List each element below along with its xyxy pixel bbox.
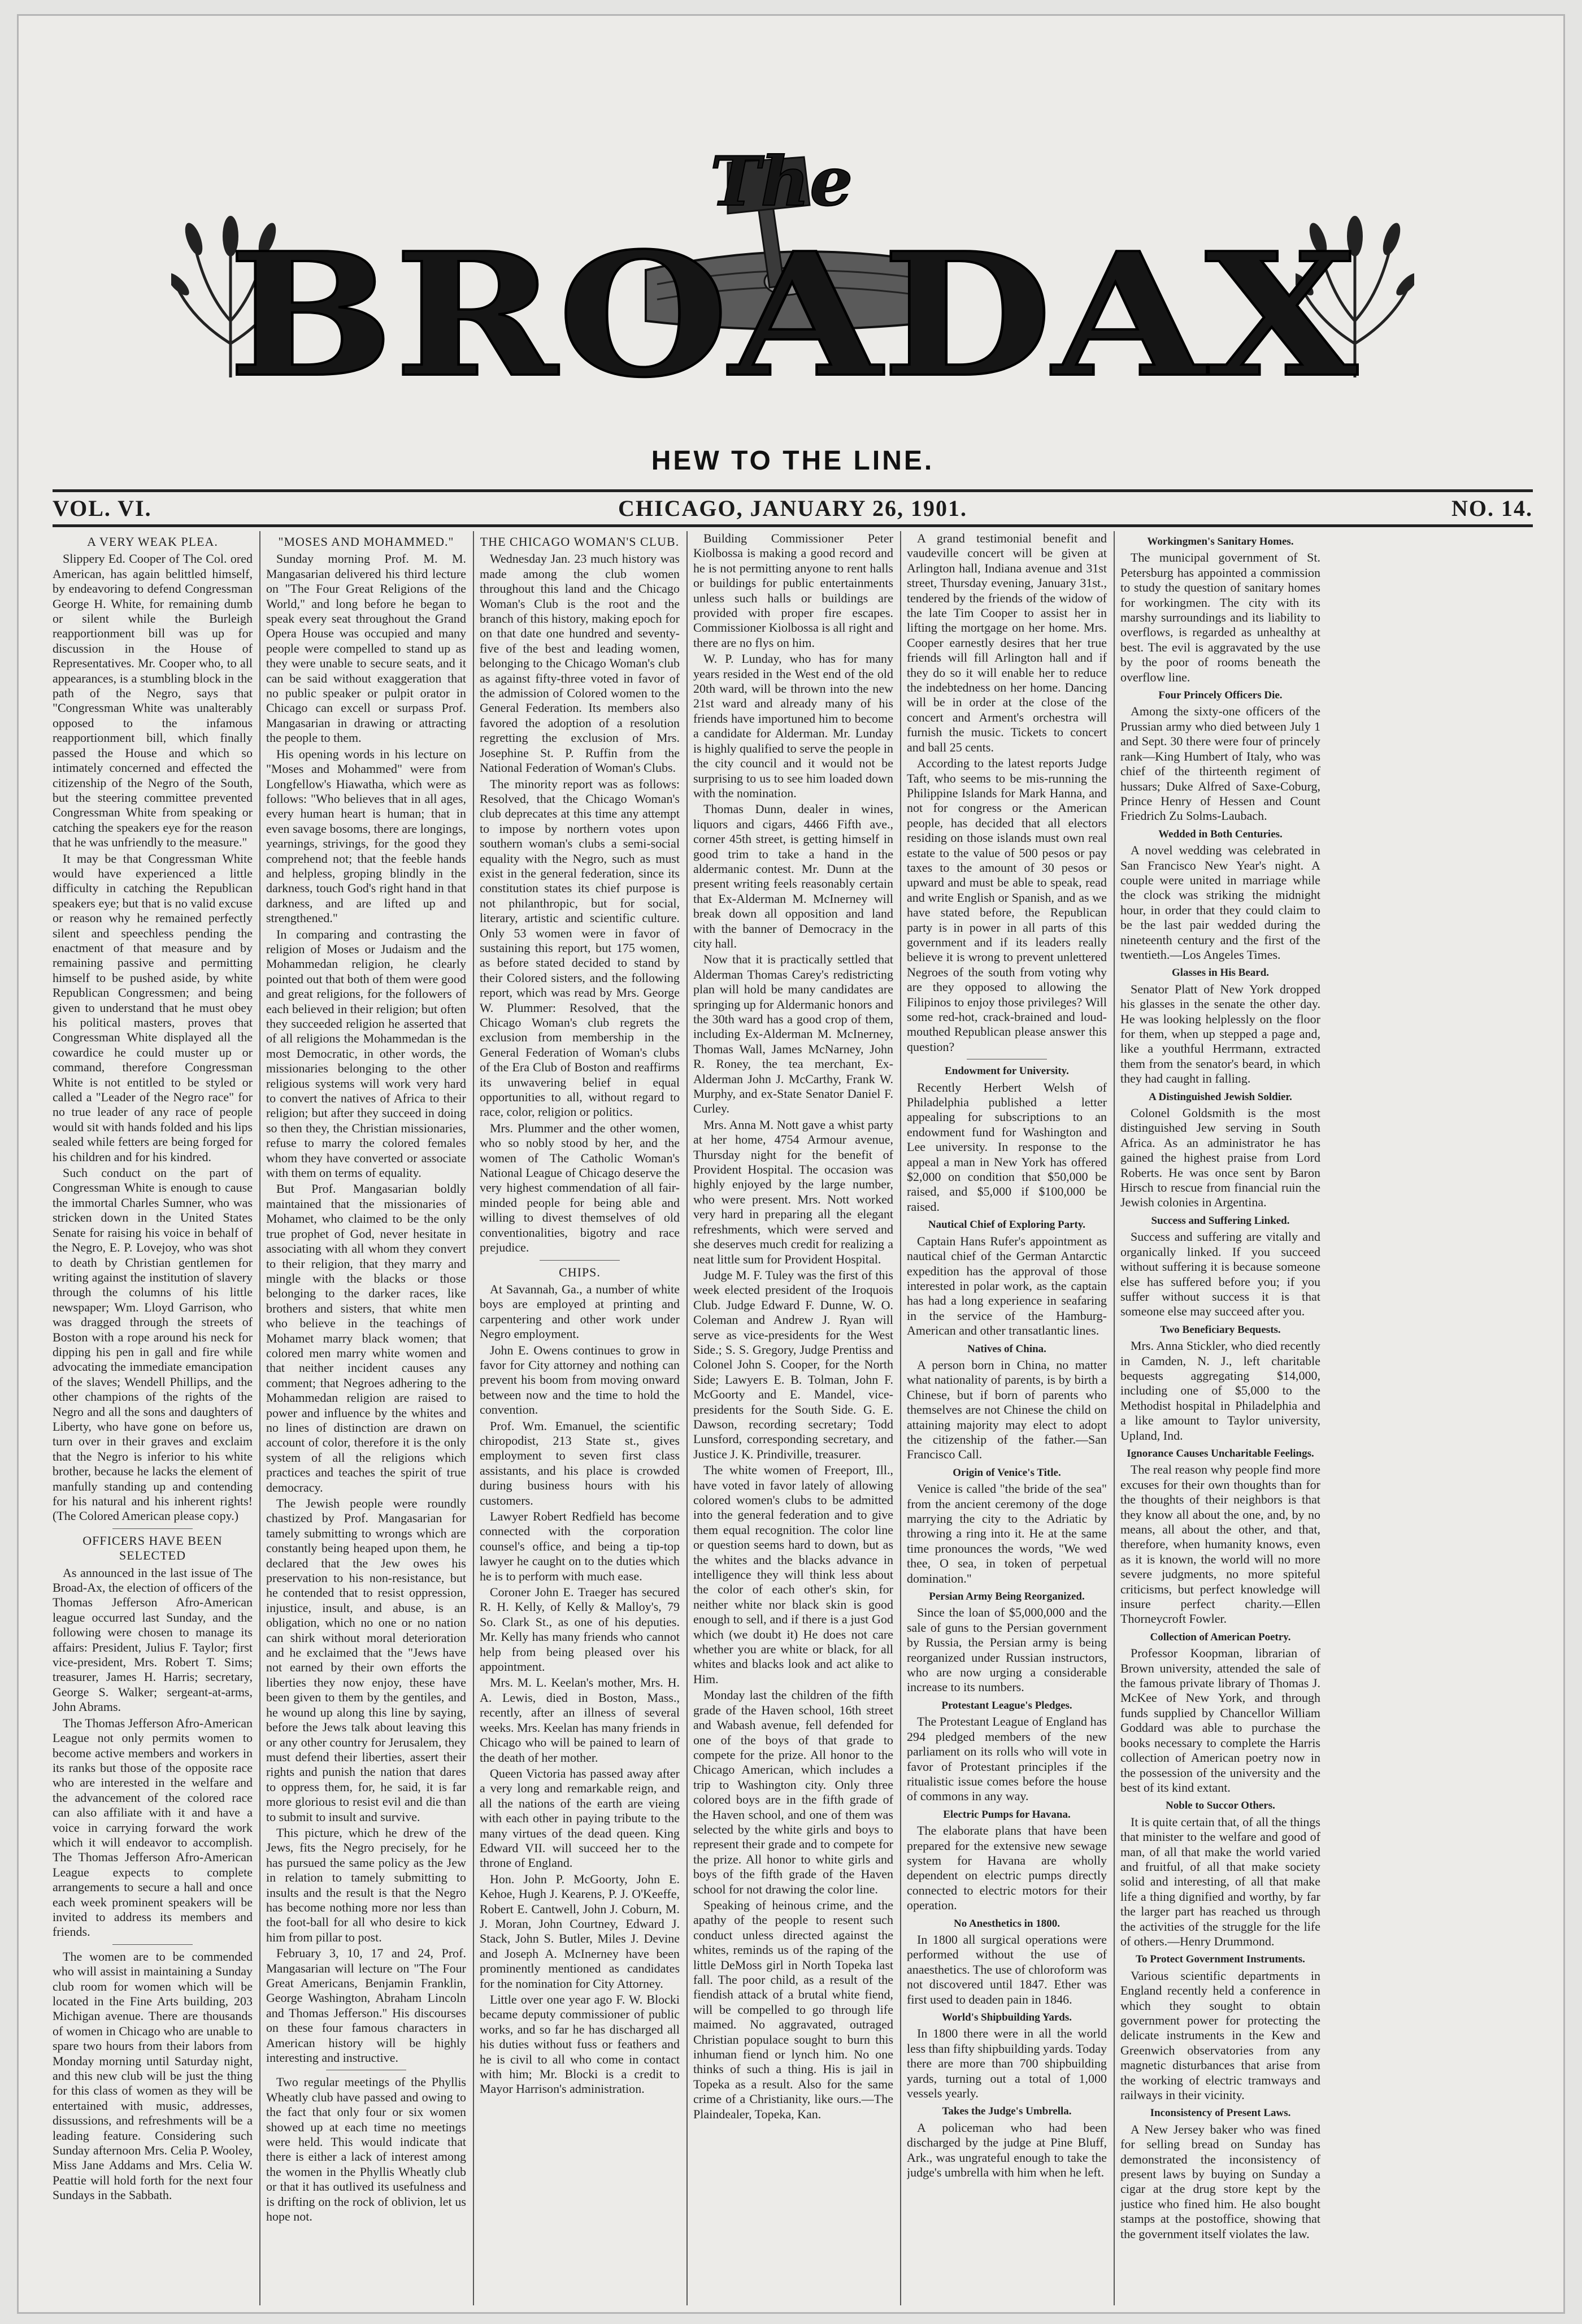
article-paragraph: John E. Owens continues to grow in favor for City attorney and nothing can prevent his boom from moving onward between now and the time to hold the convention. xyxy=(480,1343,680,1417)
column-3 xyxy=(480,531,680,2305)
article-paragraph: It is quite certain that, of all the things that minister to the welfare and good of man, of all that make the world varied and fruitful, of all that make society solid and interesting, of all that make life a thing dignified and worthy, by far the larger part has reached us through the activities of the struggle for the life of others.—Henry Drummond. xyxy=(1120,1814,1320,1948)
newspaper-page xyxy=(17,14,1565,2314)
article-paragraph: Little over one year ago F. W. Blocki became deputy commissioner of public works, and so far he has discharged all his duties without fuss or feathers and he is civil to all who come in contact with him; Mr. Blocki is a credit to Mayor Harrison's administration. xyxy=(480,1992,680,2096)
article-subheading: Success and Suffering Linked. xyxy=(1151,1214,1290,1227)
article-subheading: A Distinguished Jewish Soldier. xyxy=(1149,1091,1292,1103)
article-paragraph: A person born in China, no matter what nationality of parents, is by birth a Chinese, but if born of parents who themselves are not Chinese the child on attaining majority may elect to adopt the citizenship of the father.—San Francisco Call. xyxy=(907,1357,1107,1462)
article-subheading: Persian Army Being Reorganized. xyxy=(929,1591,1085,1603)
column-1 xyxy=(53,531,253,2305)
article-paragraph: Mrs. M. L. Keelan's mother, Mrs. H. A. Lewis, died in Boston, Mass., recently, after an illness of several weeks. Mrs. Keelan has many friends in Chicago who will be pained to learn of the death of her mother. xyxy=(480,1675,680,1765)
article-paragraph: Sunday morning Prof. M. M. Mangasarian delivered his third lecture on "The Four Great Religions of the World," and long before he began to speak every seat throughout the Grand Opera House was occupied and many people were compelled to stand up as they were unable to secure seats, and it can be said without exaggeration that no public speaker or pulpit orator in Chicago can excell or surpass Prof. Mangasarian in drawing or attracting the people to them. xyxy=(266,551,466,745)
article-paragraph: The real reason why people find more excuses for their own thoughts than for the thoughts of their neighbors is that they know all about the one, and, by no means, all about the other, and that, therefore, when humanity knows, even as it is known, the world will no more severe judgments, no more spiteful criticisms, but perfect knowledge will insure perfect charity.—Ellen Thorneycroft Fowler. xyxy=(1120,1462,1320,1626)
article-paragraph: The Thomas Jefferson Afro-American League not only permits women to become active members and workers in its ranks but those of the opposite race who are interested in the welfare and the advancement of the colored race can also affiliate with it and have a voice in carrying forward the work which it will endeavor to accomplish. The Thomas Jefferson Afro-American League expects to complete arrangements to secure a hall and once each week prominent speakers will be invited to address its members and friends. xyxy=(53,1715,253,1939)
article-paragraph: W. P. Lunday, who has for many years resided in the West end of the old 20th ward, will be thrown into the new 21st ward and already many of his friends have importuned him to become a candidate for Alderman. Mr. Lunday is highly qualified to serve the people in the city council and it would not be surprising to us to see him loaded down with the nomination. xyxy=(693,651,893,800)
column-divider xyxy=(900,531,901,2305)
article-heading: OFFICERS HAVE BEEN SELECTED xyxy=(82,1533,223,1563)
article-paragraph: Among the sixty-one officers of the Prussian army who died between July 1 and Sept. 30 there were four of princely rank—King Humbert of Italy, who was chief of the thirteenth regiment of hussars; Duke Alfred of Saxe-Coburg, Prince Henry of Hessen and Count Friedrich Zu Solms-Laubach. xyxy=(1120,704,1320,823)
dateline-bar xyxy=(53,495,1533,529)
article-paragraph: Slippery Ed. Cooper of The Col. ored American, has again belittled himself, by endeavoring to defend Congressman George H. White, for remaining dumb or silent while the Burleigh reapportionment bill was up for discussion in the House of Representatives. Mr. Cooper who, to all appearances, is a stumbling block in the path of the Negro, says that "Congressman White was unalterably opposed to the infamous reapportionment bill, which finally passed the House and which so intimately concerned and effected the citizenship of the Negro of the South, but the steering committee prevented Congressman White from speaking or catching the speakers eye for the reason that he was unfriendly to the measure." xyxy=(53,551,253,850)
column-divider xyxy=(473,531,474,2305)
article-subheading: Electric Pumps for Havana. xyxy=(943,1808,1071,1821)
article-paragraph: The minority report was as follows: Resolved, that the Chicago Woman's club deprecates at this time any attempt to impose by northern votes upon southern woman's clubs a semi-social equality with the Negro, such as must exist in the general federation, since its constitution states its chief purpose is not philanthropic, but for social, literary, artistic and scientific culture. Only 53 women were in favor of sustaining this report, but 175 women, as before stated decided to stand by their Colored sisters, and the following report, which was read by Mrs. George W. Plummer: Resolved, that the Chicago Woman's club regrets the exclusion from membership in the General Federation of Woman's clubs of the Era Club of Boston and reaffirms its unwavering belief in equal opportunities to all, without regard to race, color, religion or politics. xyxy=(480,776,680,1119)
volume-label: VOL. VI. xyxy=(53,496,152,521)
article-paragraph: Recently Herbert Welsh of Philadelphia published a letter appealing for subscriptions to an endowment fund for Washington and Lee university. In response to the appeal a man in New York has offered $2,000 on condition that $50,000 be raised, and $5,000 if $100,000 be raised. xyxy=(907,1080,1107,1214)
article-paragraph: Mrs. Anna M. Nott gave a whist party at her home, 4754 Armour avenue, Thursday night for the benefit of Provident Hospital. The occasion was highly enjoyed by the large number, who were present. Mrs. Nott worked very hard in preparing all the elegant refreshments, which were served and she deserves much credit for realizing a neat little sum for Provident Hospital. xyxy=(693,1117,893,1266)
tagline: HEW TO THE LINE. xyxy=(651,446,935,476)
article-paragraph: It may be that Congressman White would have experienced a little difficulty in catching the Republican speakers eye; but that is no valid excuse or reason why he remained perfectly silent and speechless pending the enactment of that measure and by remaining passive and permitting himself to be pushed aside, by white Republican Congressmen; and being given to understand that he must obey his political masters, proves that Congressman White displayed all the cowardice he could muster up or command, therefore Congressman White is not entitled to be styled or called a "Leader of the Negro race" for no true leader of any race of people would sit with hands folded and his lips sealed while fetters are being forged for his children and for his kindred. xyxy=(53,851,253,1164)
article-paragraph: Since the loan of $5,000,000 and the sale of guns to the Persian government by Russia, the Persian army is being reorganized under Russian instructors, who are now urging a considerable increase to its numbers. xyxy=(907,1605,1107,1695)
article-subheading: Endowment for University. xyxy=(945,1065,1069,1078)
article-paragraph: Now that it is practically settled that Alderman Thomas Carey's redistricting plan will hold be many candidates are springing up for Aldermanic honors and the 30th ward has a good crop of them, including Ex-Alderman M. McInerney, Thomas Wall, James McNarney, John R. Roney, the tea merchant, Ex-Alderman John J. McCarthy, Frank W. Murphy, and ex-State Senator Daniel F. Curley. xyxy=(693,952,893,1116)
masthead-logo xyxy=(216,151,1369,389)
article-subheading: To Protect Government Instruments. xyxy=(1136,1953,1305,1966)
article-paragraph: The women are to be commended who will assist in maintaining a Sunday club room for women which will be located in the Fine Arts building, 203 Michigan avenue. There are thousands of women in Chicago who are unable to spare two hours from their labors from Monday morning until Saturday night, and this new club will be just the thing for this class of women as they will be entertained with music, addresses, dissussions, and refreshments will be a leading feature. Considering such Sunday afternoon Mrs. Celia P. Wooley, Miss Jane Addams and Mrs. Celia W. Peattie will hold forth for the next four Sundays in the Sabbath. xyxy=(53,1949,253,2203)
article-heading: A VERY WEAK PLEA. xyxy=(87,535,218,549)
article-paragraph: Captain Hans Rufer's appointment as nautical chief of the German Antarctic expedition has the approval of those interested in polar work, as the captain has had a long experience in seafaring in the service of the Hamburg-American and other transatlantic lines. xyxy=(907,1233,1107,1338)
article-paragraph: Lawyer Robert Redfield has become connected with the corporation counsel's office, and being a tip-top lawyer he caught on to the duties which he is to perform with much ease. xyxy=(480,1509,680,1583)
article-paragraph: Success and suffering are vitally and organically linked. If you succeed without suffering it is because someone else has suffered before you; if you suffer without success it is that someone else may succeed after you. xyxy=(1120,1230,1320,1319)
article-paragraph: According to the latest reports Judge Taft, who seems to be mis-running the Philippine Islands for Mark Hanna, and not for congress or the American people, has decided that all electors residing on those islands must own real estate to the value of 500 pesos or pay taxes to the amount of 30 pesos or upward and must be able to speak, read and write English or Spanish, and as we have stated before, the Republican party is in power in all parts of this government and if its leaders really believe it is wrong to prevent unlettered Negroes of the south from voting why are they opposed to allowing the Filipinos to enjoy those privileges? Will some red-hot, crack-brained and loud-mouthed Republican please answer this question? xyxy=(907,756,1107,1054)
date-label: CHICAGO, JANUARY 26, 1901. xyxy=(618,496,967,521)
article-paragraph: Queen Victoria has passed away after a very long and remarkable reign, and all the nations of the earth are vieing with each other in paying tribute to the many virtues of the dead queen. King Edward VII. will succeed her to the throne of England. xyxy=(480,1766,680,1870)
article-subheading: Ignorance Causes Uncharitable Feelings. xyxy=(1127,1447,1314,1459)
article-paragraph: A novel wedding was celebrated in San Francisco New Year's night. A couple were united in marriage while the clock was striking the midnight hour, in order that they could claim to be the last pair wedded during the nineteenth century and the first of the twentieth.—Los Angeles Times. xyxy=(1120,843,1320,962)
article-paragraph: In 1800 all surgical operations were performed without the use of anaesthetics. The use of chloroform was not discovered until 1847. Ether was first used to deaden pain in 1846. xyxy=(907,1932,1107,2006)
article-paragraph: The municipal government of St. Petersburg has appointed a commission to study the question of sanitary homes for workingmen. The city with its marshy surroundings and its liability to overflows, is regarded as unhealthy at best. The evil is aggravated by the use by the poor of rooms beneath the overflow line. xyxy=(1120,550,1320,684)
article-paragraph: Venice is called "the bride of the sea" from the ancient ceremony of the doge marrying the city to the Adriatic by throwing a ring into it. He at the same time pronounces the words, "We wed thee, O sea, in token of perpetual domination." xyxy=(907,1482,1107,1585)
article-paragraph: Thomas Dunn, dealer in wines, liquors and cigars, 4466 Fifth ave., corner 45th street, is getting himself in good trim to take a hand in the aldermanic contest. Mr. Dunn at the present writing feels reasonably certain that Ex-Alderman M. McInerney will break down all opposition and land with the banner of Democracy in the city hall. xyxy=(693,802,893,950)
article-paragraph: As announced in the last issue of The Broad-Ax, the election of officers of the Thomas Jefferson Afro-American league occurred last Sunday, and the following were chosen to manage its affairs: President, Julius F. Taylor; first vice-president, Mrs. Robert T. Sims; treasurer, James H. Harris; secretary, George S. Walker; sergeant-at-arms, John Abrams. xyxy=(53,1565,253,1714)
article-subheading: Natives of China. xyxy=(967,1343,1046,1355)
masthead xyxy=(19,16,1565,476)
article-paragraph: Wednesday Jan. 23 much history was made among the club women throughout this land and the Chicago Woman's Club is the root and the branch of this history, making epoch for on that date one hundred and seventy-five of the best and leading women, belonging to the Chicago Woman's club as against fifty-three voted in favor of the admission of Colored women to the General Federation. Its members also favored the adoption of a resolution regretting the exclusion of Mrs. Josephine St. P. Ruffin from the National Federation of Woman's Clubs. xyxy=(480,551,680,775)
column-divider xyxy=(1114,531,1115,2305)
article-subheading: Nautical Chief of Exploring Party. xyxy=(928,1219,1086,1231)
column-6 xyxy=(1120,531,1320,2305)
column-2 xyxy=(266,531,466,2305)
article-paragraph: At Savannah, Ga., a number of white boys are employed at printing and carpentering and other work under Negro employment. xyxy=(480,1282,680,1341)
article-subheading: Protestant League's Pledges. xyxy=(941,1699,1072,1711)
article-paragraph: Coroner John E. Traeger has secured R. H. Kelly, of Kelly & Malloy's, 79 So. Clark St., as one of his deputies. Mr. Kelly has many friends who cannot help from being pleased over his appointment. xyxy=(480,1585,680,1674)
article-subheading: Noble to Succor Others. xyxy=(1166,1800,1275,1812)
dateline-top-rule xyxy=(53,489,1533,492)
article-subheading: Takes the Judge's Umbrella. xyxy=(942,2105,1072,2118)
article-heading: THE CHICAGO WOMAN'S CLUB. xyxy=(480,535,680,549)
article-heading: CHIPS. xyxy=(559,1265,601,1279)
article-paragraph: The elaborate plans that have been prepared for the extensive new sewage system for Havana are wholly dependent on electric pumps directly connected to electric motors for their operation. xyxy=(907,1823,1107,1913)
article-paragraph: Colonel Goldsmith is the most distinguished Jew serving in South Africa. As an administrator he has gained the highest praise from Lord Roberts. He was once sent by Baron Hirsch to rescue from financial ruin the Jewish colonies in Argentina. xyxy=(1120,1106,1320,1210)
column-divider xyxy=(686,531,688,2305)
article-paragraph: Mrs. Plummer and the other women, who so nobly stood by her, and the women of The Catholic Woman's National League of Chicago deserve the very highest commendation of all fair-minded people for being able and willing to divest themselves of old conventionalities, bigotry and race prejudice. xyxy=(480,1120,680,1255)
article-columns xyxy=(53,531,1533,2305)
column-divider xyxy=(259,531,260,2305)
dateline-bottom-rule xyxy=(53,524,1533,527)
article-paragraph: A New Jersey baker who was fined for selling bread on Sunday has demonstrated the inconsistency of present laws by buying on Sunday a cigar at the drug store kept by the justice who fined him. He also bought stamps at the postoffice, showing that the government itself violates the law. xyxy=(1120,2122,1320,2241)
article-paragraph: Judge M. F. Tuley was the first of this week elected president of the Iroquois Club. Judge Edward F. Dunne, W. O. Coleman and Andrew J. Ryan will serve as vice-presidents for the West Side.; S. S. Gregory, Judge Prentiss and Colonel John S. Cooper, for the North Side; Lawyers E. B. Tolman, John F. McGoorty and E. Mandel, vice-presidents for the South Side. G. E. Dawson, recording secretary; Todd Lunsford, corresponding secretary, and Justice J. K. Prindiville, treasurer. xyxy=(693,1267,893,1461)
article-separator xyxy=(540,1260,620,1261)
article-paragraph: The Protestant League of England has 294 pledged members of the new parliament on its rolls who will vote in favor of Protestant principles if the ritualistic issue comes before the house of commons in any way. xyxy=(907,1714,1107,1804)
article-paragraph: Mrs. Anna Stickler, who died recently in Camden, N. J., left charitable bequests aggregating $14,000, including one of $5,000 to the Methodist hospital in Philadelphia and a like amount to Taylor university, Upland, Ind. xyxy=(1120,1339,1320,1443)
article-paragraph: A grand testimonial benefit and vaudeville concert will be given at Arlington hall, Indiana avenue and 31st street, Thursday evening, January 31st., tendered by the friends of the widow of the late Tim Cooper to assist her in lifting the mortgage on her home. Mrs. Cooper earnestly desires that her true friends will fill Arlington hall and if they do so it will enable her to reduce the indebtedness on her home. Dancing will be in order at the close of the concert and Arment's orchestra will furnish the music. Tickets to concert and ball 25 cents. xyxy=(907,531,1107,754)
article-paragraph: A policeman who had been discharged by the judge at Pine Bluff, Ark., was ungrateful enough to take the judge's umbrella with him when he left. xyxy=(907,2120,1107,2180)
column-4 xyxy=(693,531,893,2305)
article-subheading: Origin of Venice's Title. xyxy=(953,1466,1061,1479)
article-separator xyxy=(112,1528,193,1529)
article-subheading: No Anesthetics in 1800. xyxy=(954,1917,1060,1930)
article-subheading: Collection of American Poetry. xyxy=(1150,1631,1291,1643)
article-subheading: Workingmen's Sanitary Homes. xyxy=(1147,536,1294,548)
article-separator xyxy=(112,1944,193,1945)
article-paragraph: Building Commissioner Peter Kiolbossa is making a good record and he is not permitting anyone to rent halls or buildings for public entertainments unless such halls or buildings are provided with proper fire escapes. Commissioner Kiolbossa is all right and there are no flys on him. xyxy=(693,531,893,650)
article-paragraph: This picture, which he drew of the Jews, fits the Negro precisely, for he has pursued the same policy as the Jew in relation to tamely submitting to insults and the result is that the Negro has become nothing more nor less than the foot-ball for all who desire to kick him from pillar to post. xyxy=(266,1825,466,1944)
article-paragraph: Senator Platt of New York dropped his glasses in the senate the other day. He was looking helplessly on the floor for them, when up stepped a page and, like a youthful Herrmann, extracted them from the senator's beard, in which they had caught in falling. xyxy=(1120,981,1320,1086)
article-subheading: Inconsistency of Present Laws. xyxy=(1150,2107,1291,2119)
article-paragraph: Such conduct on the part of Congressman White is enough to cause the immortal Charles Sumner, who was stricken down in the United States Senate for raising his voice in behalf of the Negro, E. P. Lovejoy, who was shot to death by Christian gentlemen for writing against the institution of slavery through the columns of his little newspaper; Wm. Lloyd Garrison, who was dragged through the streets of Boston with a rope around his neck for dipping his pen in gall and fire while advocating the immediate emancipation of the slaves; Wendell Phillips, and the other champions of the rights of the Negro and all the sons and daughters of Liberty, who have gone on before us, turn over in their graves and exclaim that the Negro is inferior to his white brother, because he lacks the element of manfully standing up and contending for his natural and his inherent rights! (The Colored American please copy.) xyxy=(53,1166,253,1523)
article-paragraph: February 3, 10, 17 and 24, Prof. Mangasarian will lecture on "The Four Great Americans, Benjamin Franklin, George Washington, Abraham Lincoln and Thomas Jefferson." His discourses on these four famous characters in American history will be highly interesting and instructive. xyxy=(266,1946,466,2065)
article-subheading: World's Shipbuilding Yards. xyxy=(941,2012,1072,2023)
article-paragraph: Professor Koopman, librarian of Brown university, attended the sale of the famous private library of Thomas J. McKee of New York, and through funds supplied by Chancellor William Goddard was able to purchase the books necessary to complete the Harris collection of American poetry now in the possession of the university and the best of its kind extant. xyxy=(1120,1646,1320,1795)
column-5 xyxy=(907,531,1107,2305)
article-heading: "MOSES AND MOHAMMED." xyxy=(278,535,454,549)
article-subheading: Glasses in His Beard. xyxy=(1171,967,1270,979)
article-subheading: Two Beneficiary Bequests. xyxy=(1160,1323,1281,1336)
article-subheading: Four Princely Officers Die. xyxy=(1158,689,1283,702)
article-paragraph: Hon. John P. McGoorty, John E. Kehoe, Hugh J. Kearens, P. J. O'Keeffe, Robert E. Cantwell, John J. Coburn, M. J. Moran, John Courtney, Edward J. Stack, John S. Butler, Miles J. Devine and Joseph A. McInerney have been prominently mentioned as candidates for the nomination for City Attorney. xyxy=(480,1871,680,1991)
article-paragraph: Prof. Wm. Emanuel, the scientific chiropodist, 213 State st., gives employment to seven first class assistants, and his place is crowded during business hours with his customers. xyxy=(480,1418,680,1508)
article-subheading: Wedded in Both Centuries. xyxy=(1158,828,1283,840)
title-article: The xyxy=(710,151,853,221)
article-paragraph: Various scientific departments in England recently held a conference in which they sought to obtain government power for protecting the delicate instruments in the Kew and Greenwich observatories from any magnetic disturbances that arise from the working of electric tramways and railways in their vicinity. xyxy=(1120,1968,1320,2103)
article-paragraph: Monday last the children of the fifth grade of the Haven school, 16th street and Wabash avenue, fell defended for one of the boys of that grade to compete for the prize. All honor to the Chicago American, which includes a trip to Washington city. Only three colored boys are in the fifth grade of the Haven school, and one of them was selected by the white girls and boys to represent their grade and to compete for the prize. All honor to white girls and boys of the fifth grade of the Haven school for not drawing the color line. xyxy=(693,1688,893,1896)
article-paragraph: Speaking of heinous crime, and the apathy of the people to resent such conduct unless directed against the whites, reminds us of the raping of the little DeMoss girl in North Topeka last fall. The poor child, as a result of the fiendish attack of a brutal white fiend, will be compelled to go through life maimed. No aggravated, outraged Christian populace sought to burn this inhuman fiend or lynch him. No one thinks of such a thing. His is jail in Topeka as a result. Also for the same crime of a Christianity, like ours.—The Plaindealer, Topeka, Kan. xyxy=(693,1897,893,2121)
article-paragraph: The Jewish people were roundly chastized by Prof. Mangasarian for tamely submitting to wrongs which are constantly being heaped upon them, he declared that the Jew owes his preservation to his non-resistance, but he contended that to resist oppression, injustice, insult, and abuse, is an obligation, which no one or no nation can shirk without moral deterioration and he exclaimed that the "Jews have not earned by their own efforts the liberties they now enjoy, these have been given to them by the gentiles, and he wound up along this line by saying, before the Jews talk about leaving this or any other country for Jerusalem, they must defend their liberties, assert their rights and punish the nation that dares to oppress them, for, he said, it is far more glorious to resist evil and die than to submit to insult and survive. xyxy=(266,1496,466,1824)
article-paragraph: In comparing and contrasting the religion of Moses or Judaism and the Mohammedan religion, he clearly pointed out that both of them were good and great religions, for the followers of each believed in their religion; but often they succeeded religion he asserted that of all religions the Mohammedan is the most Democratic, in other words, the missionaries belonging to the other religious systems will work very hard to convert the natives of Africa to their religion; but after they succeed in doing so then they, the Christian missionaries, refuse to marry the colored females whom they have converted or associate with them on terms of equality. xyxy=(266,927,466,1180)
issue-number: NO. 14. xyxy=(1451,496,1533,521)
article-paragraph: His opening words in his lecture on "Moses and Mohammed" were from Longfellow's Hiawatha, which were as follows: "Who believes that in all ages, every human heart is human; that in even savage bosoms, there are longings, yearnings, strivings, for the good they comprehend not; that the feeble hands and helpless, groping blindly in the darkness, touch God's right hand in that darkness, and are lifted up and strengthened." xyxy=(266,746,466,926)
article-paragraph: But Prof. Mangasarian boldly maintained that the missionaries of Mohamet, who claimed to be the only true prophet of God, never hesitate in associating with all whom they convert to their religion, that they marry and mingle with the blacks or those belonging to the darker races, like brothers and sisters, that white men who believe in the teachings of Mohamet marry black women; that colored men marry white women and that neither incident causes any comment; that Negroes adhering to the Mohammedan religion are raised to power and influence by the whites and no lines of distinction are drawn on account of color, therefore it is the only system of all the religions which practices and teaches the spirit of true democracy. xyxy=(266,1181,466,1495)
article-paragraph: The white women of Freeport, Ill., have voted in favor lately of allowing colored women's clubs to be admitted into the general federation and to give them equal recognition. The color line or question seems hard to down, but as the whites and the blacks advance in intelligence they will think less about the color of each other's skin, for neither white nor black skin is good enough to sell, and if there is a just God which (we doubt it) He does not care whether you are white or black, for all whites and blacks look and act alike to Him. xyxy=(693,1463,893,1686)
article-paragraph: Two regular meetings of the Phyllis Wheatly club have passed and owing to the fact that only four or six women showed up at each time no meetings were held. This would indicate that there is either a lack of interest among the women in the Phyllis Wheatly club or that it has outlived its usefulness and is drifting on the rock of oblivion, let us hope not. xyxy=(266,2075,466,2224)
article-paragraph: In 1800 there were in all the world less than fifty shipbuilding yards. Today there are more than 700 shipbuilding yards, turning out a total of 1,000 vessels yearly. xyxy=(907,2026,1107,2101)
title-main: BROADAX xyxy=(228,215,1359,389)
